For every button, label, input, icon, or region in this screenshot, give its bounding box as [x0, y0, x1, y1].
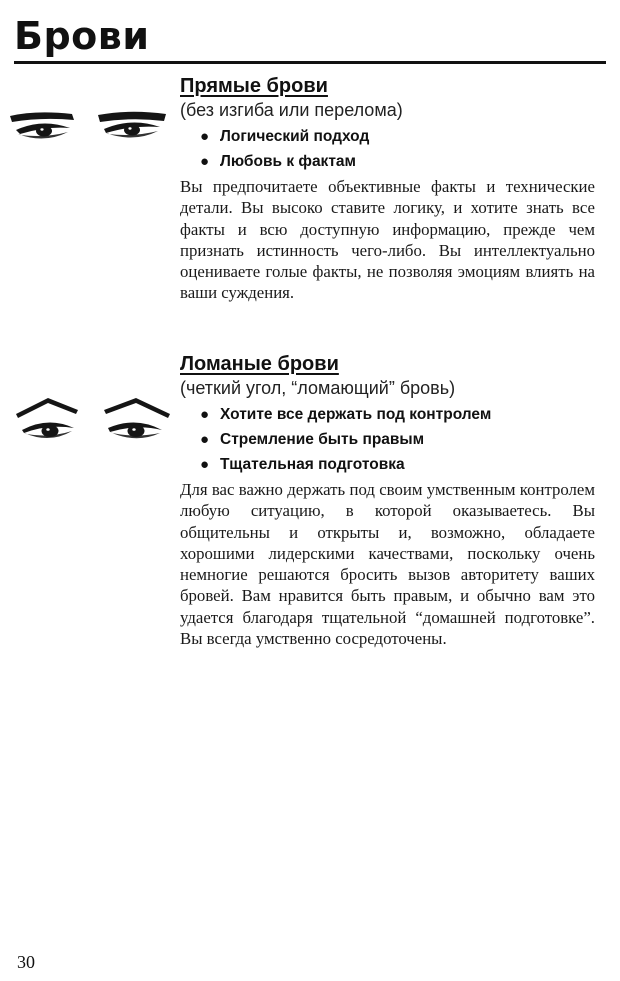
- trait-item: ● Хотите все держать под контролем: [180, 402, 595, 427]
- bullet-icon: ●: [200, 456, 210, 473]
- left-eye-straight: [10, 112, 74, 138]
- section-straight-brows: [180, 74, 595, 304]
- section-body: Вы предпочитаете объективные факты и технические детали. Вы высоко ставите логику, и хотите знать все факты и всю доступную информацию, прежде чем признать истинность чего-либо. Вы интеллектуально оцениваете голые факты, не позволяя эмоциям влиять на ваши суждения.: [180, 177, 595, 303]
- bullet-icon: ●: [200, 406, 210, 423]
- bullet-icon: ●: [200, 153, 210, 170]
- trait-item: ● Любовь к фактам: [180, 149, 595, 174]
- angled-eyebrows-illustration: [8, 392, 176, 454]
- right-eye-angled: [104, 398, 170, 438]
- trait-item: ● Логический подход: [180, 124, 595, 149]
- section-angled-brows: [180, 352, 595, 649]
- section-subheading: (четкий угол, “ломающий” бровь): [180, 378, 456, 398]
- straight-eyebrows-illustration: [6, 106, 174, 152]
- section-heading: Прямые брови: [180, 75, 328, 97]
- section-heading: Ломаные брови: [180, 353, 339, 375]
- right-eye-straight: [98, 112, 166, 138]
- trait-item: ● Стремление быть правым: [180, 427, 595, 452]
- trait-item: ● Тщательная подготовка: [180, 452, 595, 477]
- section-subheading: (без изгиба или перелома): [180, 100, 403, 120]
- page-title: Брови: [14, 14, 150, 58]
- trait-list: [180, 124, 595, 174]
- section-body: Для вас важно держать под своим умственным контролем любую ситуацию, в которой оказываетесь. Вы общительны и открыты и, возможно, обладаете хорошими лидерскими качествами, поскольку очень немногие решаются бросить вызов авторитету ваших бровей. Вам нравится быть правым, и обычно вам это удается благодаря тщательной “домашней подготовке”. Вы всегда умственно сосредоточены.: [180, 480, 595, 649]
- bullet-icon: ●: [200, 431, 210, 448]
- left-eye-angled: [16, 398, 78, 438]
- bullet-icon: ●: [200, 128, 210, 145]
- page-number: 30: [17, 952, 35, 972]
- trait-list: [180, 402, 595, 477]
- title-divider: [14, 61, 606, 64]
